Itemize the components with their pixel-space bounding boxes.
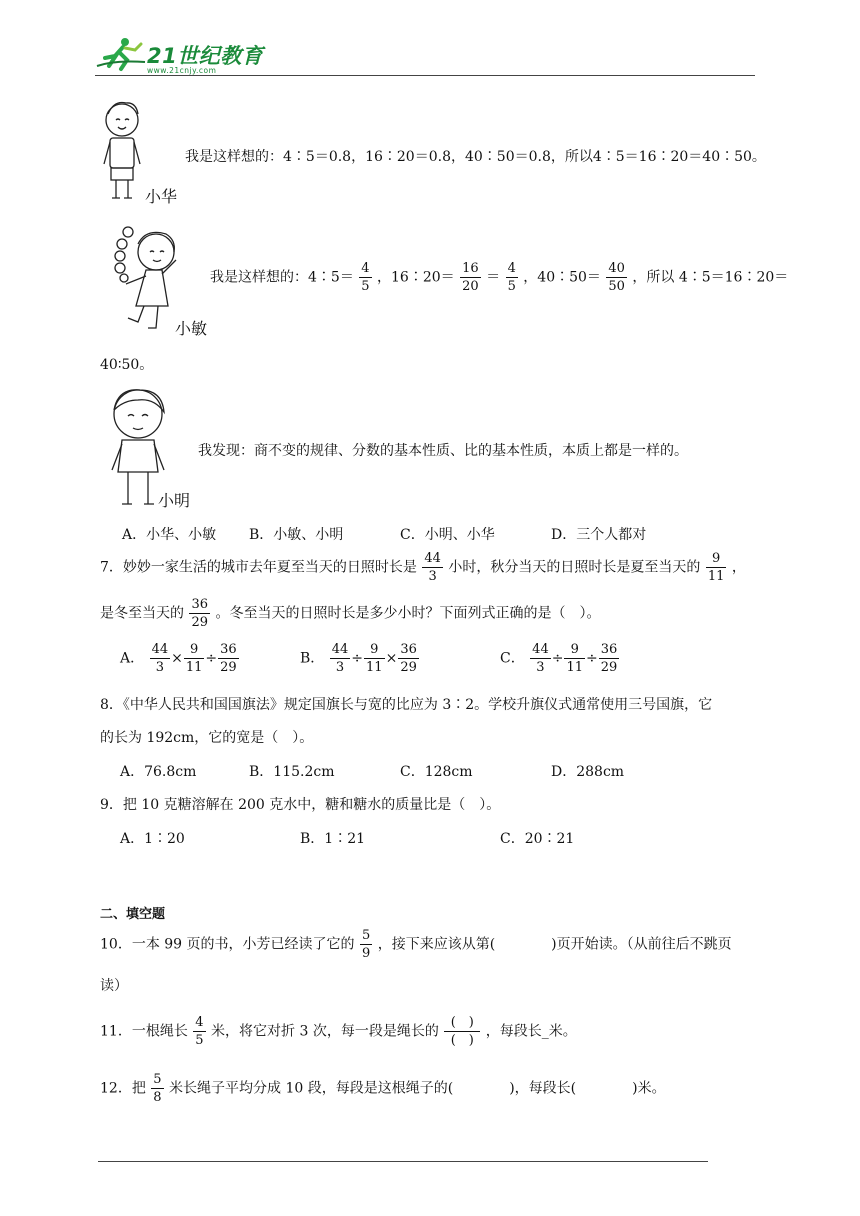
q10-line1: 10．一本 99 页的书，小芳已经读了它的 $\frac{5}{9}$ ，接下来应该从第( )页开始读。（从前往后不跳页 [100,928,732,961]
xiaomin-name: 小敏 [175,319,208,338]
q8-option-a[interactable]: A．76.8cm [120,764,197,780]
logo-text: 21世纪教育 [147,44,264,68]
q7-option-a[interactable]: A． $\frac{44}{3}$ × $\frac{9}{11}$ ÷ $\frac{36}{29}$ [120,642,237,675]
xiaomin-statement: 我是这样想的：4∶5＝ $\frac{4}{5}$ ，16∶20＝ $\frac{16}{20}$ ＝ $\frac{4}{5}$ ，40∶50＝ $\frac{40}{50}$ ，所以 4∶5＝16∶20＝ [210,261,789,294]
q6-option-d[interactable]: D．三个人都对 [551,527,647,543]
q9-option-a[interactable]: A．1∶20 [120,831,185,847]
q9-line1: 9．把 10 克糖溶解在 200 克水中，糖和糖水的质量比是（ ）。 [100,797,501,813]
q6-option-b[interactable]: B．小敏、小明 [249,527,344,543]
q11-line: 11．一根绳长 $\frac{4}{5}$ 米，将它对折 3 次，每一段是绳长的 $\frac{( )}{( )}$ ，每段长_米。 [100,1015,577,1048]
header-divider [95,75,755,76]
q8-option-c[interactable]: C．128cm [400,764,473,780]
fraction-36-29: $\frac{36}{29}$ [191,597,208,630]
q7-option-b[interactable]: B． $\frac{44}{3}$ ÷ $\frac{9}{11}$ × $\frac{36}{29}$ [300,642,417,675]
xiaomin-text-4: ，所以 4∶5＝16∶20＝ [632,269,789,286]
q7-line1: 7．妙妙一家生活的城市去年夏至当天的日照时长是 $\frac{44}{3}$ 小时，秋分当天的日照时长是夏至当天的 $\frac{9}{11}$ ， [100,551,746,584]
xiaomin-statement-cont: 40∶50。 [100,357,154,373]
q7-option-c[interactable]: C． $\frac{44}{3}$ ÷ $\frac{9}{11}$ ÷ $\frac{36}{29}$ [500,642,618,675]
xiaomin-text-1: 我是这样想的：4∶5＝ [210,269,354,286]
q10-line2: 读） [100,978,128,994]
q8-line2: 的长为 192cm，它的宽是（ ）。 [100,730,314,746]
q9-option-b[interactable]: B．1∶21 [300,831,366,847]
fraction-9-11: $\frac{9}{11}$ [707,551,725,584]
xiaomin-text-3: ，40∶50＝ [523,269,601,286]
q6-option-a[interactable]: A．小华、小敏 [122,527,217,543]
blank-fraction[interactable]: $\frac{( )}{( )}$ [444,1016,480,1047]
fraction-4-5-rope: $\frac{4}{5}$ [195,1015,204,1048]
fraction-16-20: $\frac{16}{20}$ [462,261,479,294]
fraction-5-9: $\frac{5}{9}$ [361,928,371,961]
logo-url: www.21cnjy.com [147,66,217,75]
q7-line2: 是冬至当天的 $\frac{36}{29}$ 。冬至当天的日照时长是多少小时？下面列式正确的是（ ）。 [100,597,601,630]
q9-option-c[interactable]: C．20∶21 [500,831,575,847]
xiaohua-illustration [100,98,150,212]
q8-option-d[interactable]: D．288cm [551,764,625,780]
q6-option-c[interactable]: C．小明、小华 [400,527,495,543]
fraction-40-50: $\frac{40}{50}$ [608,261,625,294]
q8-line1: 8．《中华人民共和国国旗法》规定国旗长与宽的比应为 3∶2。学校升旗仪式通常使用三号国旗，它 [100,697,713,713]
xiaoming-statement: 我发现：商不变的规律、分数的基本性质、比的基本性质，本质上都是一样的。 [198,443,688,459]
xiaomin-text-2: ，16∶20＝ [377,269,455,286]
footer-divider [98,1161,708,1162]
fraction-4-5-b: $\frac{4}{5}$ [507,261,516,294]
xiaohua-name: 小华 [145,187,178,206]
logo-runner-icon [95,36,147,76]
fraction-44-3: $\frac{44}{3}$ [424,551,441,584]
fraction-5-8: $\frac{5}{8}$ [153,1072,162,1105]
section-title: 二、填空题 [100,907,166,922]
q8-option-b[interactable]: B．115.2cm [249,764,335,780]
xiaoming-name: 小明 [158,491,191,510]
q12-line: 12．把 $\frac{5}{8}$ 米长绳子平均分成 10 段，每段是这根绳子的( )，每段长( )米。 [100,1072,666,1105]
fraction-4-5: $\frac{4}{5}$ [361,261,370,294]
xiaohua-statement: 我是这样想的：4∶5＝0.8，16∶20＝0.8，40∶50＝0.8，所以4∶5＝16∶20＝40∶50。 [185,149,766,165]
